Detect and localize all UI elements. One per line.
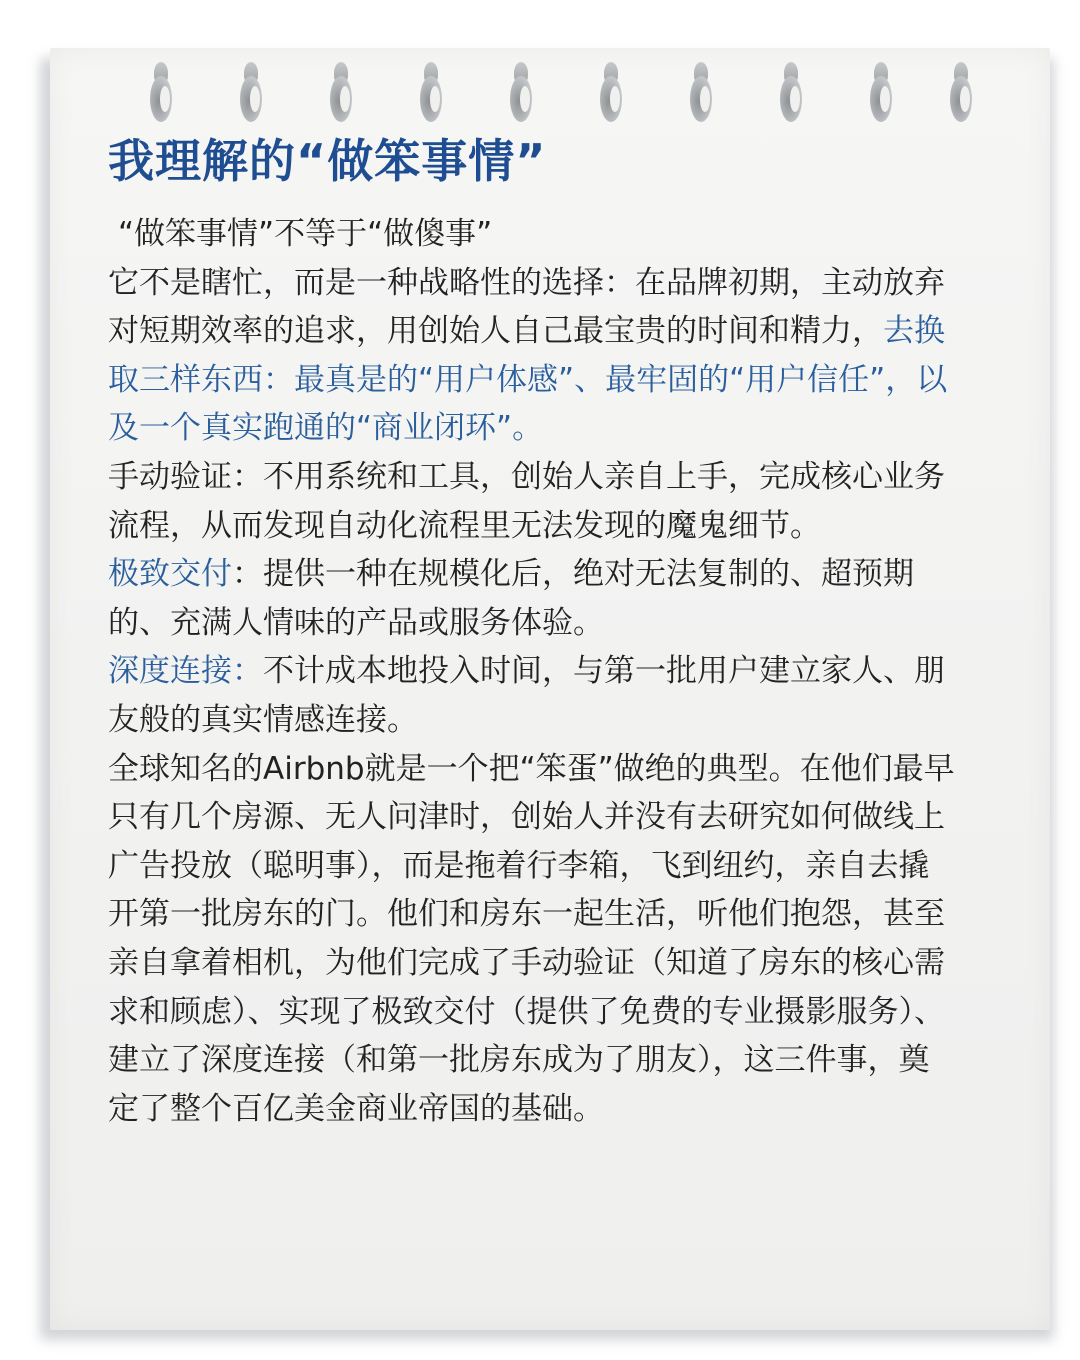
binder-rings (150, 62, 980, 132)
definition-highlight: 去换取三样东西：最真是的“用户体感”、最牢固的“用户信任”，以及一个真实跑通的“商业闭环”。 (108, 313, 948, 447)
binder-ring-icon (690, 62, 720, 124)
binder-ring-icon (780, 62, 810, 124)
manual-validation-paragraph: 手动验证：不用系统和工具，创始人亲自上手，完成核心业务流程，从而发现自动化流程里无法发现的魔鬼细节。 (108, 458, 945, 544)
deep-connection-text: 不计成本地投入时间，与第一批用户建立家人、朋友般的真实情感连接。 (108, 653, 945, 738)
extreme-delivery-label: 极致交付 (108, 556, 232, 593)
airbnb-example-paragraph: 全球知名的Airbnb就是一个把“笨蛋”做绝的典型。在他们最早只有几个房源、无人问津时，创始人并没有去研究如何做线上广告投放（聪明事），而是拖着行李箱，飞到纽约，亲自去撬开第一批房东的门。他们和房东一起生活，听他们抱怨，甚至亲自拿着相机，为他们完成了手动验证（知道了房东的核心需求和顾虑）、实现了极致交付（提供了免费的专业摄影服务）、建立了深度连接（和第一批房东成为了朋友），这三件事，奠定了整个百亿美金商业帝国的基础。 (108, 750, 955, 1127)
intro-line: “做笨事情”不等于“做傻事” (118, 216, 493, 252)
binder-ring-icon (870, 62, 900, 124)
binder-ring-icon (600, 62, 630, 124)
binder-ring-icon (950, 62, 980, 124)
page-title: 我理解的“做笨事情” (108, 134, 547, 188)
binder-ring-icon (150, 62, 180, 124)
deep-connection-paragraph (108, 647, 958, 744)
note-body (108, 210, 958, 1133)
definition-paragraph (108, 259, 958, 453)
binder-ring-icon (240, 62, 270, 124)
binder-ring-icon (420, 62, 450, 124)
binder-ring-icon (510, 62, 540, 124)
extreme-delivery-paragraph (108, 550, 958, 647)
deep-connection-label: 深度连接： (108, 653, 263, 690)
note-content (108, 128, 958, 1133)
extreme-delivery-text: ：提供一种在规模化后，绝对无法复制的、超预期的、充满人情味的产品或服务体验。 (108, 556, 914, 641)
binder-ring-icon (330, 62, 360, 124)
definition-text: 它不是瞎忙，而是一种战略性的选择：在品牌初期，主动放弃对短期效率的追求，用创始人自己最宝贵的时间和精力， (108, 264, 945, 350)
